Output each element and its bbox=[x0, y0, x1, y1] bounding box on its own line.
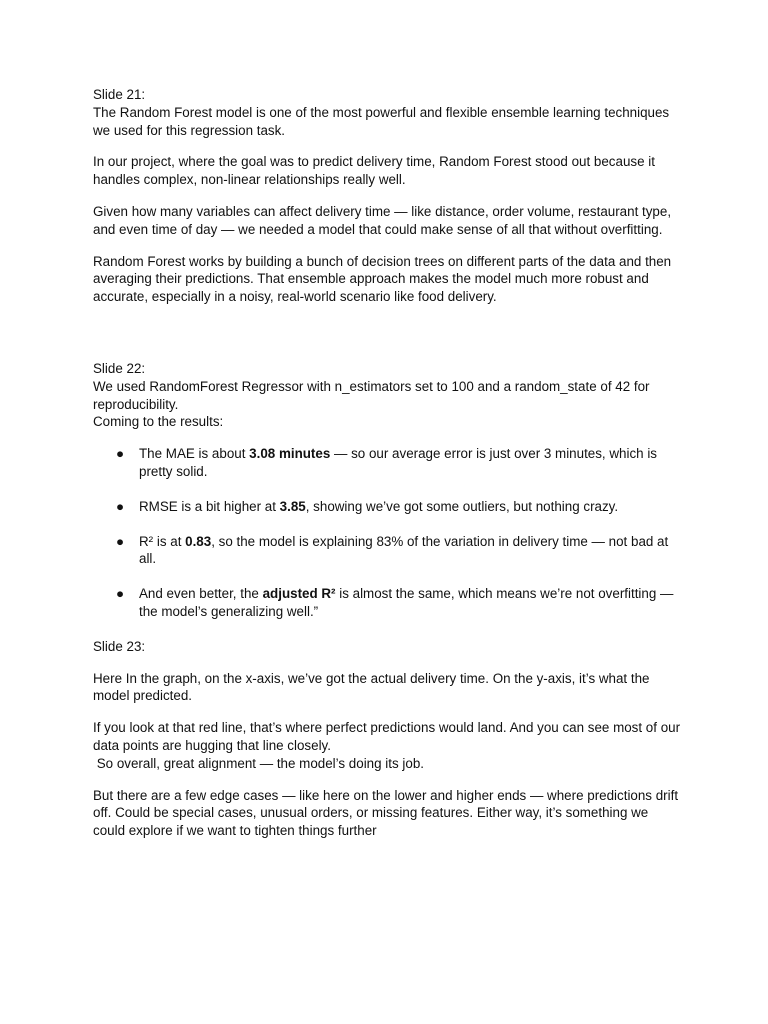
bullet-text-bold: 0.83 bbox=[185, 533, 212, 549]
slide-22-intro: We used RandomForest Regressor with n_estimators set to 100 and a random_state of 42 for reproducibility. bbox=[93, 378, 650, 412]
bullet-text-post: , showing we’ve got some outliers, but nothing crazy. bbox=[305, 498, 619, 514]
list-item-mae bbox=[93, 445, 683, 481]
bullet-icon: ● bbox=[116, 446, 125, 462]
slide-23-paragraph-2 bbox=[93, 719, 683, 772]
slide-22-section bbox=[93, 360, 683, 621]
bullet-icon: ● bbox=[116, 533, 125, 549]
slide-23-paragraph-2-line-2: So overall, great alignment — the model’s doing its job. bbox=[93, 755, 424, 771]
slide-21-section bbox=[93, 86, 683, 306]
bullet-text-bold: 3.85 bbox=[279, 498, 306, 514]
slide-21-paragraph-3: Given how many variables can affect delivery time — like distance, order volume, restaurant type, and even time of day — we needed a model that could make sense of all that without overfitting. bbox=[93, 203, 672, 237]
slide-23-paragraph-3: But there are a few edge cases — like here on the lower and higher ends — where predictions drift off. Could be special cases, unusual orders, or missing features. Either way, it’s something we could explore if we want to tighten things further bbox=[93, 787, 679, 839]
slide-21-title: Slide 21: bbox=[93, 87, 146, 102]
slide-23-title: Slide 23: bbox=[93, 638, 146, 654]
slide-21-paragraph-2: In our project, where the goal was to predict delivery time, Random Forest stood out because it handles complex, non-linear relationships really well. bbox=[93, 154, 655, 188]
slide-21-paragraph-1: The Random Forest model is one of the most powerful and flexible ensemble learning techniques we used for this regression task. bbox=[93, 104, 670, 138]
results-list bbox=[93, 445, 683, 621]
slide-21-paragraph-4: Random Forest works by building a bunch of decision trees on different parts of the data and then averaging their predictions. That ensemble approach makes the model much more robust and accurate, especially in a noisy, real-world scenario like food delivery. bbox=[93, 253, 672, 305]
document-page bbox=[93, 86, 683, 854]
bullet-icon: ● bbox=[116, 586, 125, 602]
slide-22-title: Slide 22: bbox=[93, 360, 146, 376]
bullet-text-post: is almost the same, which means we’re not overfitting — the model’s generalizing well.” bbox=[139, 586, 674, 619]
list-item-r2 bbox=[93, 533, 683, 569]
bullet-text-post: — so our average error is just over 3 minutes, which is pretty solid. bbox=[139, 446, 657, 479]
slide-23-section bbox=[93, 638, 683, 840]
bullet-text-bold: 3.08 minutes bbox=[249, 446, 331, 462]
bullet-text-pre: And even better, the bbox=[139, 586, 263, 602]
bullet-text-pre: R² is at bbox=[139, 533, 186, 549]
bullet-icon: ● bbox=[116, 498, 125, 514]
list-item-rmse bbox=[93, 498, 683, 516]
bullet-text-pre: The MAE is about bbox=[139, 446, 250, 462]
list-item-adjusted-r2 bbox=[93, 585, 683, 621]
section-spacer bbox=[93, 320, 683, 360]
slide-23-paragraph-1: Here In the graph, on the x-axis, we’ve got the actual delivery time. On the y-axis, it’s what the model predicted. bbox=[93, 670, 650, 704]
slide-22-lead: Coming to the results: bbox=[93, 414, 224, 430]
bullet-text-bold: adjusted R² bbox=[262, 586, 336, 602]
slide-23-paragraph-2-line-1: If you look at that red line, that’s where perfect predictions would land. And you can see most of our data points are hugging that line closely. bbox=[93, 720, 681, 753]
bullet-text-post: , so the model is explaining 83% of the variation in delivery time — not bad at all. bbox=[139, 533, 669, 567]
bullet-text-pre: RMSE is a bit higher at bbox=[139, 498, 280, 514]
